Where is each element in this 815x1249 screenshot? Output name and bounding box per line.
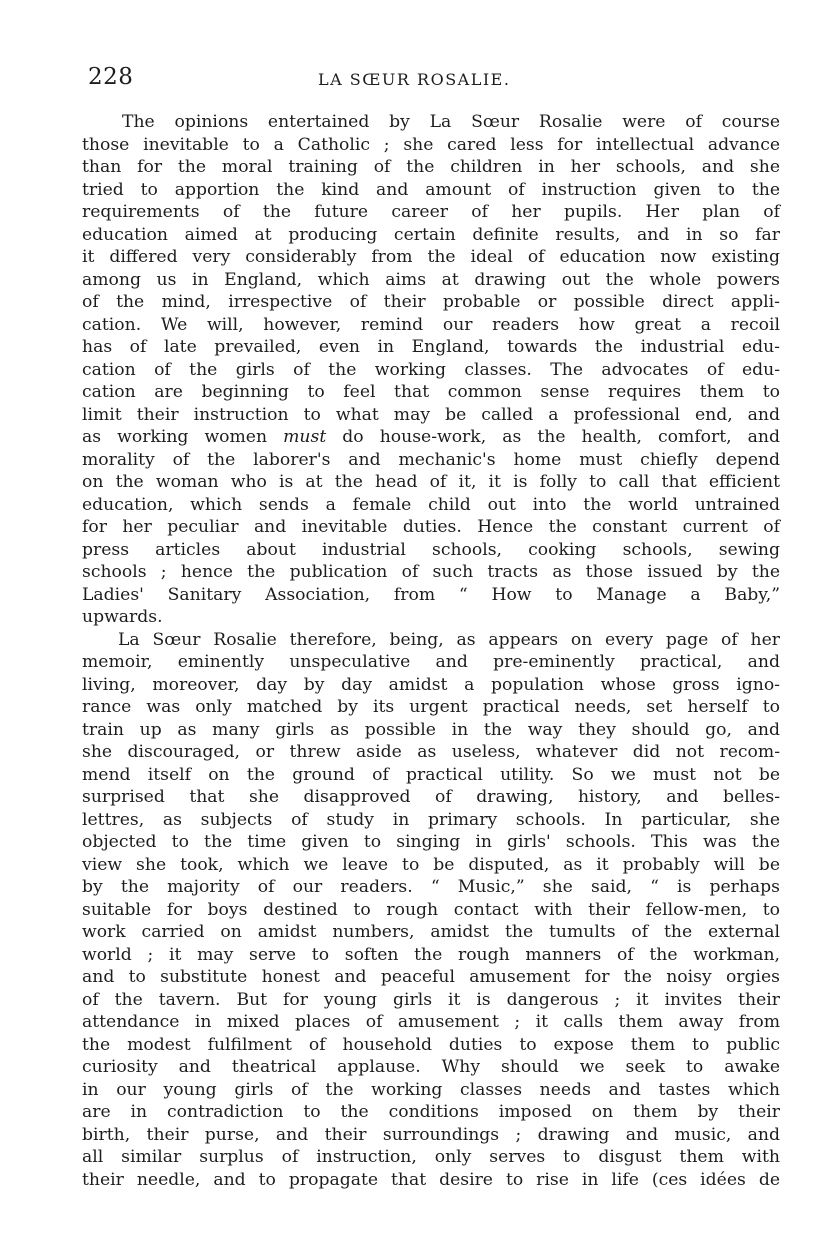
text-line: view she took, which we leave to be disputed, as it probably will be [82,854,780,875]
text-line: it differed very considerably from the ideal of education now existing [82,247,780,267]
text-line: upwards. [82,607,163,627]
text-line: living, moreover, day by day amidst a population whose gross igno- [82,674,780,695]
text-line: tried to apportion the kind and amount of instruction given to the [82,179,780,200]
text-line: their needle, and to propagate that desire to rise in life (ces idées de [82,1169,780,1190]
text-line: curiosity and theatrical applause. Why should we seek to awake [82,1057,780,1077]
text-line: education, which sends a female child out into the world untrained [82,494,780,515]
text-line: requirements of the future career of her pupils. Her plan of [82,202,780,222]
text-line: and to substitute honest and peaceful amusement for the noisy orgies [82,967,780,987]
text-line: rance was only matched by its urgent practical needs, set herself to [82,697,780,717]
text-line: mend itself on the ground of practical utility. So we must not be [82,764,780,785]
text-line: on the woman who is at the head of it, it is folly to call that efficient [82,472,780,492]
text-line: all similar surplus of instruction, only serves to disgust them with [82,1147,780,1167]
page-number: 228 [88,64,134,90]
text-line: press articles about industrial schools, cooking schools, sewing [82,539,780,560]
text-line: limit their instruction to what may be called a professional end, and [82,404,780,425]
text-line: objected to the time given to singing in girls' schools. This was the [82,832,780,852]
text-line: for her peculiar and inevitable duties. Hence the constant current of [82,517,780,537]
text-line: education aimed at producing certain definite results, and in so far [82,224,780,245]
text-line: attendance in mixed places of amusement ; it calls them away from [82,1012,780,1032]
text-line: work carried on amidst numbers, amidst the tumults of the external [82,922,780,942]
paragraph-1 [82,111,780,629]
text-line: than for the moral training of the children in her schools, and she [82,157,780,177]
text-line: memoir, eminently unspeculative and pre-eminently practical, and [82,652,780,672]
text-line: morality of the laborer's and mechanic's home must chiefly depend [82,449,780,470]
text-line: of the mind, irrespective of their probable or possible direct appli- [82,292,780,312]
text-line: by the majority of our readers. “ Music,” she said, “ is perhaps [82,877,780,897]
text-line: she discouraged, or threw aside as useless, whatever did not recom- [82,742,780,762]
text-line: lettres, as subjects of study in primary schools. In particular, she [82,809,780,830]
text-line: cation are beginning to feel that common sense requires them to [82,382,780,402]
text-line: in our young girls of the working classes needs and tastes which [82,1079,780,1100]
text-line: train up as many girls as possible in the way they should go, and [82,719,780,740]
body-text [82,111,780,1191]
text-line: birth, their purse, and their surroundings ; drawing and music, and [82,1124,780,1145]
running-title: LA SŒUR ROSALIE. [318,70,511,89]
text-line: surprised that she disapproved of drawing, history, and belles- [82,787,780,807]
text-line: has of late prevailed, even in England, towards the industrial edu- [82,337,780,357]
text-line: La Sœur Rosalie therefore, being, as appears on every page of her [118,629,780,650]
text-line: cation of the girls of the working classes. The advocates of edu- [82,359,780,380]
text-line: Ladies' Sanitary Association, from “ How to Manage a Baby,” [82,584,780,605]
text-line: world ; it may serve to soften the rough manners of the workman, [82,944,780,965]
text-line: of the tavern. But for young girls it is dangerous ; it invites their [82,989,780,1010]
text-line: cation. We will, however, remind our readers how great a recoil [82,314,780,335]
text-line: schools ; hence the publication of such tracts as those issued by the [82,562,780,582]
page-header [88,64,778,94]
text-line: The opinions entertained by La Sœur Rosalie were of course [122,112,780,132]
text-line-with-italic: as working women must do house-work, as the health, comfort, and [82,427,780,447]
text-line: the modest fulfilment of household duties to expose them to public [82,1034,780,1055]
italic-emphasis: must [283,427,327,447]
text-line: suitable for boys destined to rough contact with their fellow-men, to [82,899,780,920]
text-line: among us in England, which aims at drawing out the whole powers [82,269,780,290]
text-line: those inevitable to a Catholic ; she cared less for intellectual advance [82,134,780,155]
text-line: are in contradiction to the conditions imposed on them by their [82,1102,780,1122]
paragraph-2 [82,629,780,1192]
